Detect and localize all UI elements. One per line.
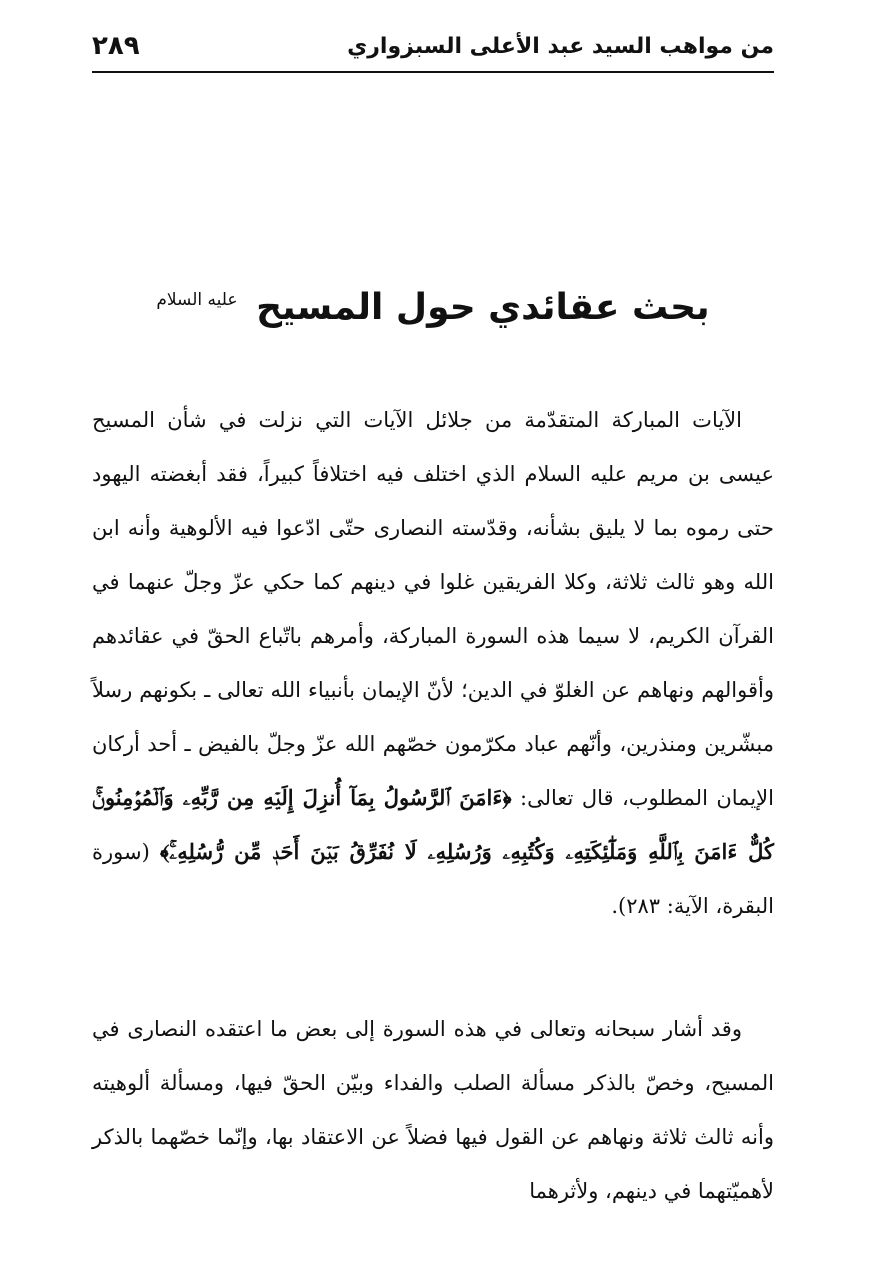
section-title xyxy=(92,268,774,332)
paragraph-2 xyxy=(92,1002,774,1218)
paragraph-2-text: وقد أشار سبحانه وتعالى في هذه السورة إلى بعض ما اعتقده النصارى في المسيح، وخصّ بالذكر مسألة الصلب والفداء وبيّن الحقّ فيها، ومسألة ألوهيته وأنه ثالث ثلاثة ونهاهم عن القول فيها فضلاً عن الاعتقاد بها، وإنّما خصّهما بالذكر لأهميّتهما في دينهم، ولأثرهما xyxy=(92,1017,774,1203)
verse-reference: (سورة البقرة، الآية: ٢٨٣). xyxy=(92,840,774,918)
running-header xyxy=(92,24,774,68)
book-title: من مواهب السيد عبد الأعلى السبزواري xyxy=(347,33,774,59)
quran-verse: ﴿ءَامَنَ ٱلرَّسُولُ بِمَآ أُنزِلَ إِلَيۡهِ مِن رَّبِّهِۦ وَٱلۡمُؤۡمِنُونَۚ كُلٌّ ءَامَنَ بِٱللَّهِ وَمَلَٰٓئِكَتِهِۦ وَكُتُبِهِۦ وَرُسُلِهِۦ لَا نُفَرِّقُ بَيۡنَ أَحَدٖ مِّن رُّسُلِهِۦۚ﴾ xyxy=(92,785,774,864)
paragraph-1 xyxy=(92,393,774,933)
header-divider xyxy=(92,71,774,73)
section-title-text: بحث عقائدي حول المسيح xyxy=(256,287,710,328)
paragraph-1-text: الآيات المباركة المتقدّمة من جلائل الآيات التي نزلت في شأن المسيح عيسى بن مريم عليه السلام الذي اختلف فيه اختلافاً كبيراً، فقد أبغضته اليهود حتى رموه بما لا يليق بشأنه، وقدّسته النصارى حتّى ادّعوا فيه الألوهية وأنه ابن الله وهو ثالث ثلاثة، وكلا الفريقين غلوا في دينهم كما حكي عزّ وجلّ عنهما في القرآن الكريم، لا سيما هذه السورة المباركة، وأمرهم باتّباع الحقّ في عقائدهم وأقوالهم ونهاهم عن الغلوّ في الدين؛ لأنّ الإيمان بأنبياء الله تعالى ـ بكونهم رسلاً مبشّرين ومنذرين، وأنّهم عباد مكرّمون خصّهم الله عزّ وجلّ بالفيض ـ أحد أركان الإيمان المطلوب، قال تعالى: xyxy=(92,408,774,810)
honorific-mark: عليه السلام xyxy=(156,290,238,310)
page-number: ٢٨٩ xyxy=(92,31,140,61)
